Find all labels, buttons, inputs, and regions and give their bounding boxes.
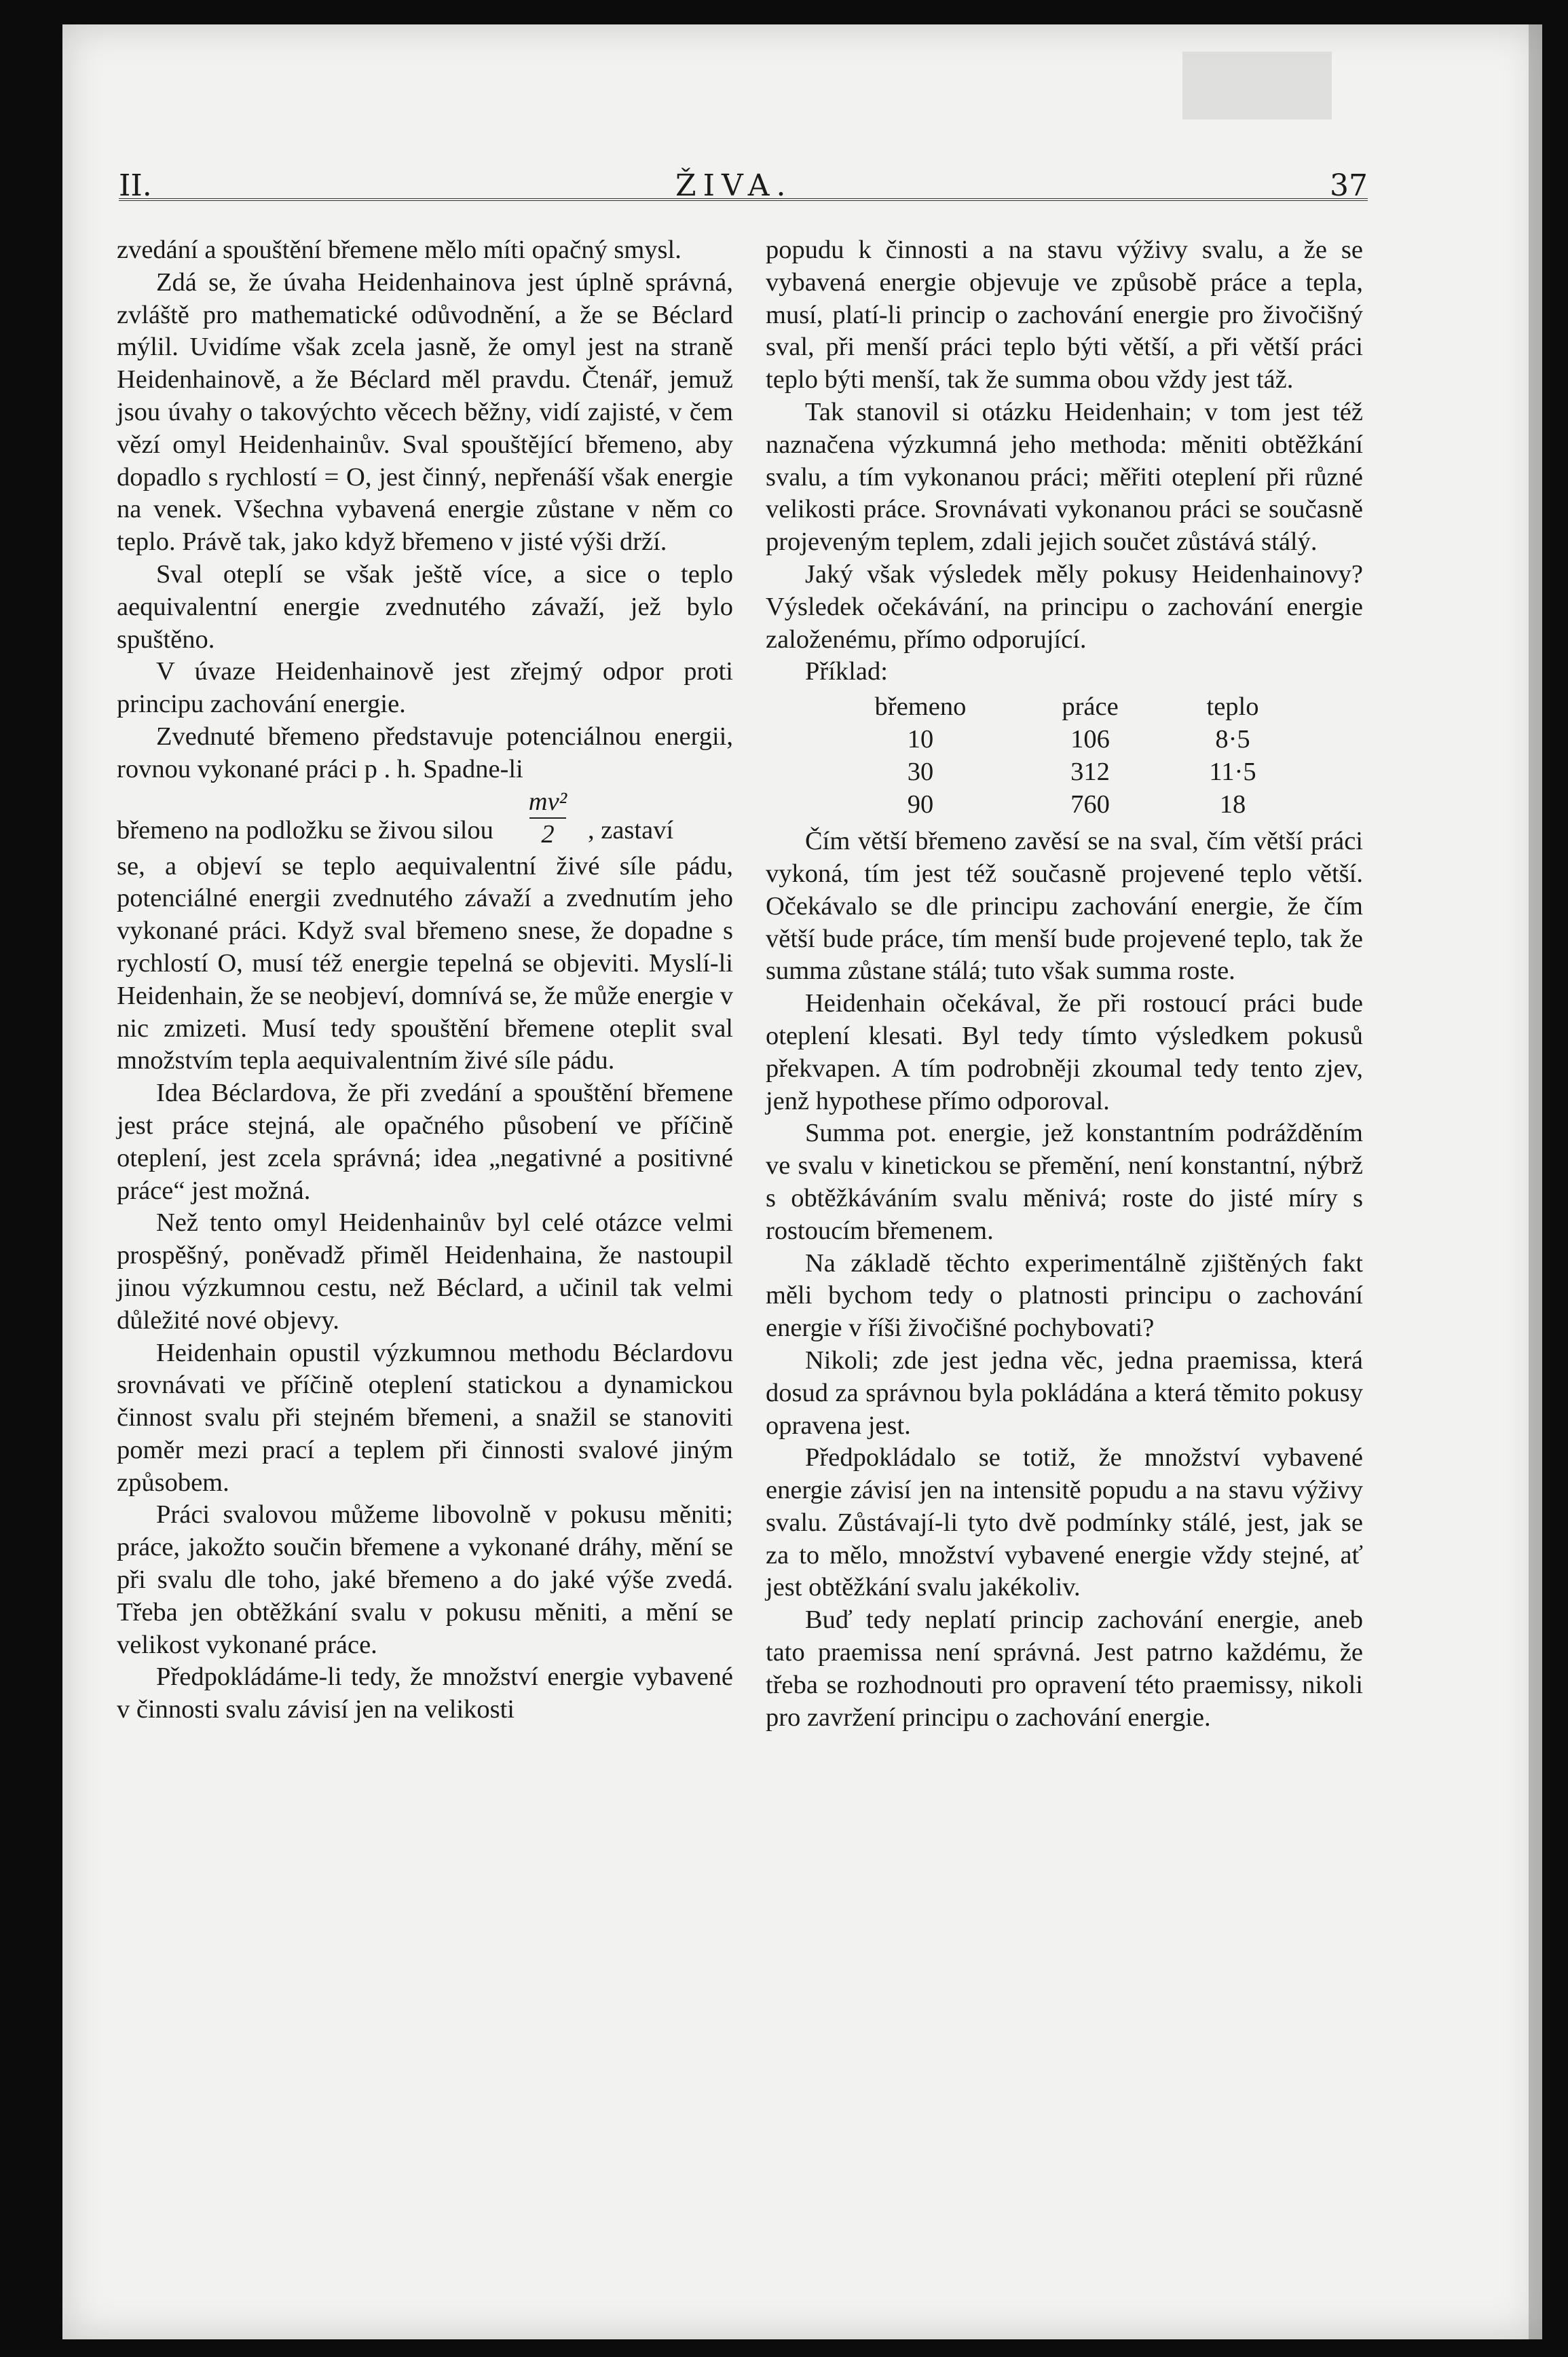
table-cell: 312 [1070,758,1110,787]
paragraph: Než tento omyl Heidenhainův byl celé otázce velmi prospěšný, poněvadž přiměl Heidenhaina, že nastoupil jinou výzkumnou cestu, než Béclard, a učinil tak velmi důležité nové objevy. [117,1208,733,1335]
paragraph: Buď tedy neplatí princip zachování energie, aneb tato praemissa není správná. Jest patrno každému, že třeba se rozhodnouti pro opravení této praemissy, nikoli pro zavržení principu o zachování energie. [766,1606,1363,1732]
page-edge-shadow [1529,24,1542,2339]
left-column [117,234,733,1726]
paragraph: V úvaze Heidenhainově jest zřejmý odpor proti principu zachování energie. [117,657,733,719]
right-column [766,234,1363,1734]
header-rule [119,198,1368,201]
paragraph: se, a objeví se teplo aequivalentní živé síle pádu, potenciálné energii zvednutého závaží a zvednutím jeho vykonané práci. Když sval břemeno snese, že dopadne s rychlostí O, musí též energie tepelná se objeviti. Myslí-li Heidenhain, že se neobjeví, domnívá se, že může energie v nic zmizeti. Musí tedy spouštění břemene oteplit sval množstvím tepla aequivalentním živé síle pádu. [117,851,733,1075]
paragraph: popudu k činnosti a na stavu výživy svalu, a že se vybavená energie objevuje ve způsobě práce a tepla, musí, platí-li princip o zachování energie pro živočišný sval, při menší práci teplo býti větší, a při větší práci teplo býti menší, tak že summa obou vždy jest táž. [766,236,1363,394]
paragraph: Jaký však výsledek měly pokusy Heidenhainovy? Výsledek očekávání, na principu o zachování energie založenému, přímo odporující. [766,559,1363,654]
table-header: břemeno [874,692,967,722]
table-cell: 30 [907,758,934,787]
paragraph: Idea Béclardova, že při zvedání a spouštění břemene jest práce stejná, ale opačného působení ve příčině oteplení, jest zcela správná; idea „negativné a positivné práce“ jest možná. [117,1079,733,1205]
paragraph: Příklad: [805,657,888,686]
table-cell: 11·5 [1209,758,1256,787]
table-header-row [839,691,1287,724]
table-cell: 106 [1070,725,1110,754]
table-header: práce [1062,692,1119,722]
paragraph: Heidenhain opustil výzkumnou methodu Béclardovu srovnávati ve příčině oteplení statickou a dynamickou činnost svalu při stejném břemeni, a snažil se stanoviti poměr mezi prací a teplem při činnosti svalové jiným způsobem. [117,1338,733,1497]
table-cell: 10 [907,725,934,754]
paragraph: Čím větší břemeno zavěsí se na sval, čím větší práci vykoná, tím jest též současně projevené teplo větší. Očekávalo se dle principu zachování energie, že čím větší bude práce, tím menší bude projevené teplo, tak že summa zůstane stálá; tuto však summa roste. [766,827,1363,986]
formula-trail-text: , zastaví [588,815,674,845]
page-stain [1182,52,1332,119]
paragraph: Summa pot. energie, jež konstantním podrážděním ve svalu v kinetickou se přemění, není konstantní, nýbrž s obtěžkáváním svalu měnivá; roste do jisté míry s rostoucím břemenem. [766,1119,1363,1245]
page-number: 37 [1330,168,1368,203]
journal-title: ŽIVA. [675,168,793,203]
paragraph: Zvednuté břemeno představuje potenciálnou energii, rovnou vykonané práci p . h. Spadne-li [117,722,733,783]
table-cell: 90 [907,790,934,819]
fraction-numerator: mv² [528,787,567,816]
paragraph: Předpokládáme-li tedy, že množství energie vybavené v činnosti svalu závisí jen na velikosti [117,1663,733,1724]
paragraph: Práci svalovou můžeme libovolně v pokusu měniti; práce, jakožto součin břemene a vykonané dráhy, mění se při svalu dle toho, jaké břemeno a do jaké výše zvedá. Třeba jen obtěžkání svalu v pokusu měniti, a mění se velikost vykonané práce. [117,1500,733,1659]
table-row [839,756,1287,789]
table-cell: 18 [1219,790,1246,819]
formula-lead-text: břemeno na podložku se živou silou [117,815,493,845]
table-row [839,724,1287,756]
paragraph: Tak stanovil si otázku Heidenhain; v tom jest též naznačena výzkumná jeho methoda: měniti obtěžkání svalu, a tím vykonanou práci; měřiti oteplení při různé velikosti práce. Srovnávati vykonanou práci se současně projeveným teplem, zdali jejich součet zůstává stálý. [766,397,1363,557]
table-cell: 760 [1070,790,1110,819]
paragraph: zvedání a spouštění břemene mělo míti opačný smysl. [117,236,682,264]
paragraph: Nikoli; zde jest jedna věc, jedna praemissa, která dosud za správnou byla pokládána a která těmito pokusy opravena jest. [766,1345,1363,1440]
table-cell: 8·5 [1215,725,1250,754]
fraction-denominator: 2 [541,819,555,849]
fraction [527,787,569,849]
fraction-bar [529,817,566,819]
kinetic-energy-formula [117,786,733,851]
paragraph: Předpokládalo se totiž, že množství vybavené energie závisí jen na intensitě popudu a na stavu výživy svalu. Zůstávají-li tyto dvě podmínky stálé, jest, jak se za to mělo, množství vybavené energie vždy stejné, ať jest obtěžkání svalu jakékoliv. [766,1443,1363,1602]
volume-number: II. [119,168,152,203]
paragraph: Na základě těchto experimentálně zjištěných fakt měli bychom tedy o platnosti principu o zachování energie v říši živočišné pochybovati? [766,1248,1363,1343]
paragraph: Sval oteplí se však ještě více, a sice o teplo aequivalentní energie zvednutého závaží, jež bylo spuštěno. [117,559,733,654]
paragraph: Heidenhain očekával, že při rostoucí práci bude oteplení klesati. Byl tedy tímto výsledkem pokusů překvapen. A tím podrobněji zkoumal tedy tento zjev, jenž hypothese přímo odporoval. [766,989,1363,1115]
experiment-table [839,691,1287,821]
paragraph: Zdá se, že úvaha Heidenhainova jest úplně správná, zvláště pro mathematické odůvodnění, a že se Béclard mýlil. Uvidíme však zcela jasně, že omyl jest na straně Heidenhainově, a že Béclard měl pravdu. Čtenář, jemuž jsou úvahy o takovýchto věcech běžny, vidí zajisté, v čem vězí omyl Heidenhainův. Sval spouštějící břemeno, aby dopadlo s rychlostí = O, jest činný, nepřenáší však energie na venek. Všechna vybavená energie zůstane v něm co teplo. Právě tak, jako když břemeno v jisté výši drží. [117,267,733,557]
table-row [839,789,1287,821]
table-header: teplo [1206,692,1259,722]
